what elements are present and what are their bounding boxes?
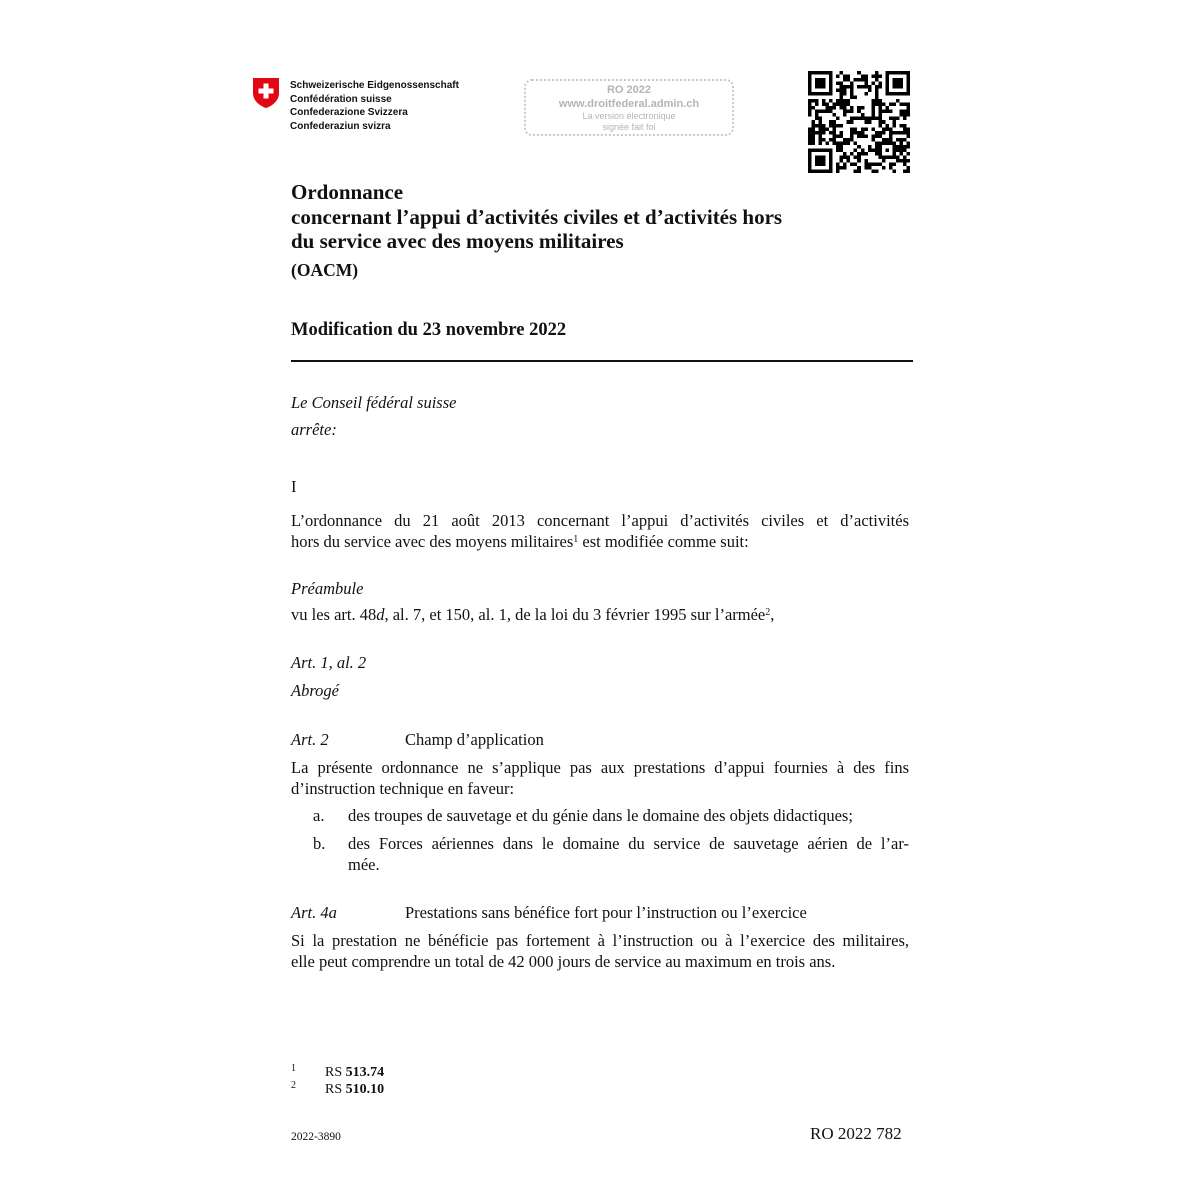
art2-item-a-text: des troupes de sauvetage et du génie dans le domaine des objets didactiques; xyxy=(348,806,853,825)
art2-number: Art. 2 xyxy=(291,730,329,749)
org-line-rm: Confederaziun svizra xyxy=(290,120,391,132)
art2-item-b-letter: b. xyxy=(313,834,326,853)
art2-item-b-text: des Forces aériennes dans le domaine du service de sauvetage aérien de l’ar- mée. xyxy=(348,834,909,874)
footnote-ref-1[interactable]: 1 xyxy=(573,534,579,545)
art4a-number: Art. 4a xyxy=(291,903,337,922)
art1-number: Art. 1, al. 2 xyxy=(291,653,367,672)
art2-title: Champ d’application xyxy=(405,730,544,749)
swiss-coat-of-arms-icon xyxy=(252,77,280,109)
art2-line-2: d’instruction technique en faveur: xyxy=(291,779,515,798)
authority-line: Le Conseil fédéral suisse xyxy=(291,393,457,412)
footnote-1-number: 1 xyxy=(291,1063,296,1074)
preambule-heading: Préambule xyxy=(291,579,364,598)
stamp-note-2: signée fait foi xyxy=(602,122,656,132)
art2-line-1: La présente ordonnance ne s’applique pas aux prestations d’appui fournies à des fins xyxy=(291,758,909,777)
preambule-text: vu les art. 48d, al. 7, et 150, al. 1, de la loi du 3 février 1995 sur l’armée$^2$, xyxy=(291,605,775,624)
footnote-1-text: RS 513.74 xyxy=(325,1065,385,1080)
qr-code-icon xyxy=(808,71,910,173)
footnote-ref-2[interactable]: 2 xyxy=(765,607,771,618)
stamp-note-1: La version électronique xyxy=(582,111,676,121)
footnote-1-ref[interactable]: 513.74 xyxy=(345,1065,385,1080)
federal-administration-name xyxy=(290,79,459,133)
art1-status: Abrogé xyxy=(291,681,339,700)
title-acronym: (OACM) xyxy=(291,260,359,280)
document-title xyxy=(291,180,782,254)
art2-paragraph xyxy=(291,757,909,799)
org-line-de: Schweizerische Eidgenossenschaft xyxy=(290,80,459,91)
intro-paragraph xyxy=(291,510,909,552)
modification-date: Modification du 23 novembre 2022 xyxy=(291,320,567,340)
electronic-signature-stamp xyxy=(524,79,734,136)
org-line-it: Confederazione Svizzera xyxy=(290,107,408,118)
art4a-line-2: elle peut comprendre un total de 42 000 jours de service au maximum en trois ans. xyxy=(291,952,836,971)
art2-item-a-letter: a. xyxy=(313,806,325,825)
ro-reference: RO 2022 782 xyxy=(810,1124,902,1143)
title-rule xyxy=(291,360,913,362)
title-line-1: Ordonnance xyxy=(291,180,404,204)
intro-line-1: L’ordonnance du 21 août 2013 concernant l’appui d’activités civiles et d’activités xyxy=(291,511,909,530)
stamp-ro: RO 2022 xyxy=(606,84,652,96)
art4a-paragraph xyxy=(291,930,909,972)
section-number: I xyxy=(291,477,297,496)
decides-line: arrête: xyxy=(291,420,337,439)
document-id: 2022-3890 xyxy=(291,1131,341,1143)
title-line-2: concernant l’appui d’activités civiles et d’activités hors xyxy=(291,204,783,229)
art4a-line-1: Si la prestation ne bénéficie pas fortement à l’instruction ou à l’exercice des militaires, xyxy=(291,931,909,950)
footnote-2-ref[interactable]: 510.10 xyxy=(345,1082,385,1097)
org-line-fr: Confédération suisse xyxy=(290,93,392,105)
stamp-url: www.droitfederal.admin.ch xyxy=(558,98,700,110)
footnote-2-text: RS 510.10 xyxy=(325,1082,385,1097)
art4a-title: Prestations sans bénéfice fort pour l’instruction ou l’exercice xyxy=(405,903,807,922)
footnote-2-number: 2 xyxy=(291,1080,296,1091)
title-line-3: du service avec des moyens militaires xyxy=(291,229,624,253)
intro-line-2: hors du service avec des moyens militaires$^1$ est modifiée comme suit: xyxy=(291,532,749,551)
